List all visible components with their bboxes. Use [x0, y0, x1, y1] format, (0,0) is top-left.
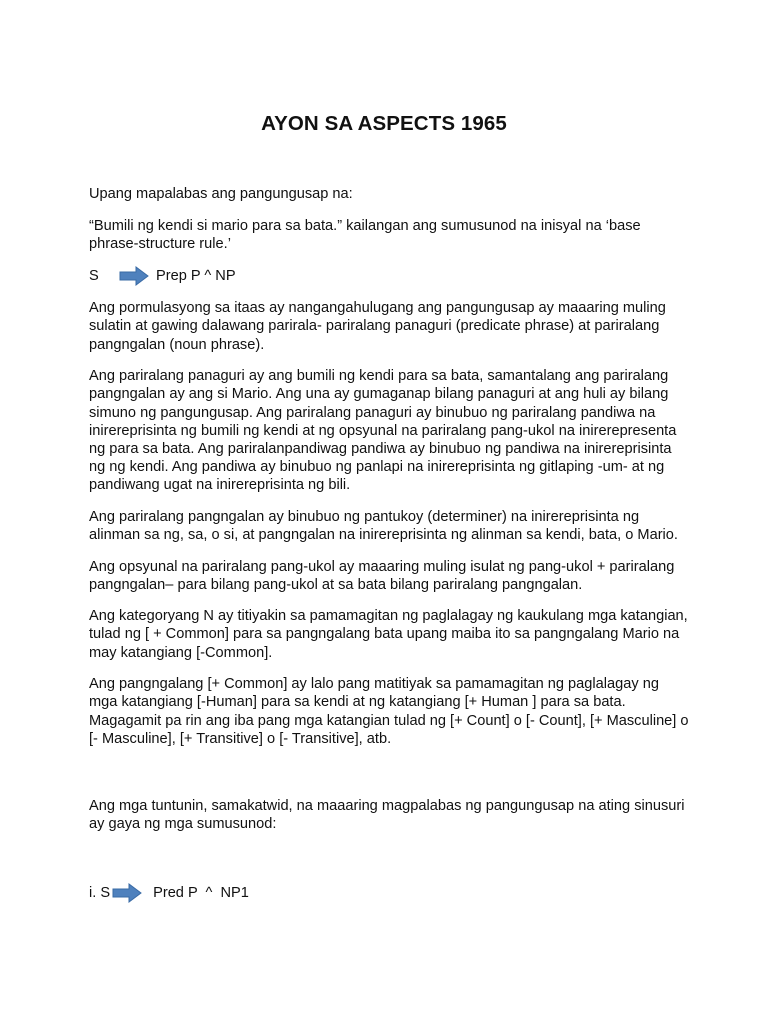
right-arrow-icon	[119, 266, 149, 286]
rule-s-to-prepp-np	[89, 266, 689, 286]
paragraph-rules-intro: Ang mga tuntunin, samakatwid, na maaaring magpalabas ng pangungusap na ating sinusuri ay gaya ng mga sumusunod:	[89, 798, 685, 833]
document-title: AYON SA ASPECTS 1965	[261, 112, 507, 135]
paragraph-category-n: Ang kategoryang N ay titiyakin sa pamamagitan ng paglalagay ng kaukulang mga katangian, tulad ng [ + Common] para sa pangngalang bata upang maiba ito sa pangngalang Mario na may katangiang [-Common].	[89, 608, 688, 661]
rule-right-side: Prep P ^ NP	[156, 268, 236, 285]
paragraph-predicate-phrase: Ang pariralang panaguri ay ang bumili ng kendi para sa bata, samantalang ang pariralang pangngalan ay ang si Mario. Ang una ay gumaganap bilang panaguri at ang huli ay bilang simuno ng pangungusap. Ang pariralang panaguri ay binubuo ng pariralang pandiwa na inirereprisinta ng bumili ng kendi at ng opsyunal na pariralang pang-ukol na inirerepresenta ng para sa bata. Ang pariralanpandiwag pandiwa ay binubuo ng pandiwa na inirereprisinta ng ng kendi. Ang pandiwa ay binubuo ng panlapi na inirereprisinta ng gitlaping -um- at ng pandiwang ugat na inirereprisinta ng bili.	[89, 368, 677, 494]
paragraph-noun-phrase: Ang pariralang pangngalan ay binubuo ng pantukoy (determiner) na inirereprisinta ng alinman sa ng, sa, o si, at pangngalan na inirereprisinta ng alinman sa kendi, bata, o Mario.	[89, 508, 678, 544]
rule-left-symbol: S	[89, 268, 99, 285]
paragraph-common-features: Ang pangngalang [+ Common] ay lalo pang matitiyak sa pamamagitan ng paglalagay ng mga katangiang [-Human] para sa kendi at ng katangiang [+ Human ] para sa bata. Magagamit pa rin ang iba pang mga katangian tulad ng [+ Count] o [- Count], [+ Masculine] o [- Masculine], [+ Transitive] o [- Transitive], atb.	[89, 676, 689, 747]
rule-i-s-to-predp-np1	[89, 883, 689, 903]
document-body	[89, 185, 689, 916]
rule-right-side: Pred P ^ NP1	[153, 884, 249, 901]
right-arrow-icon	[112, 883, 142, 903]
paragraph-intro: Upang mapalabas ang pangungusap na:	[89, 186, 353, 202]
rule-left-symbol: i. S	[89, 884, 111, 901]
paragraph-prepositional-phrase: Ang opsyunal na pariralang pang-ukol ay maaaring muling isulat ng pang-ukol + pariralang pangngalan– para bilang pang-ukol at sa bata bilang pariralang pangngalan.	[89, 558, 675, 593]
paragraph-example-sentence: “Bumili ng kendi si mario para sa bata.” kailangan ang sumusunod na inisyal na ‘base phrase-structure rule.’	[89, 217, 641, 252]
paragraph-formulation: Ang pormulasyong sa itaas ay nangangahulugang ang pangungusap ay maaaring muling sulatin at gawing dalawang parirala- pariralang panaguri (predicate phrase) at pariralang pangngalan (noun phrase).	[89, 300, 666, 353]
